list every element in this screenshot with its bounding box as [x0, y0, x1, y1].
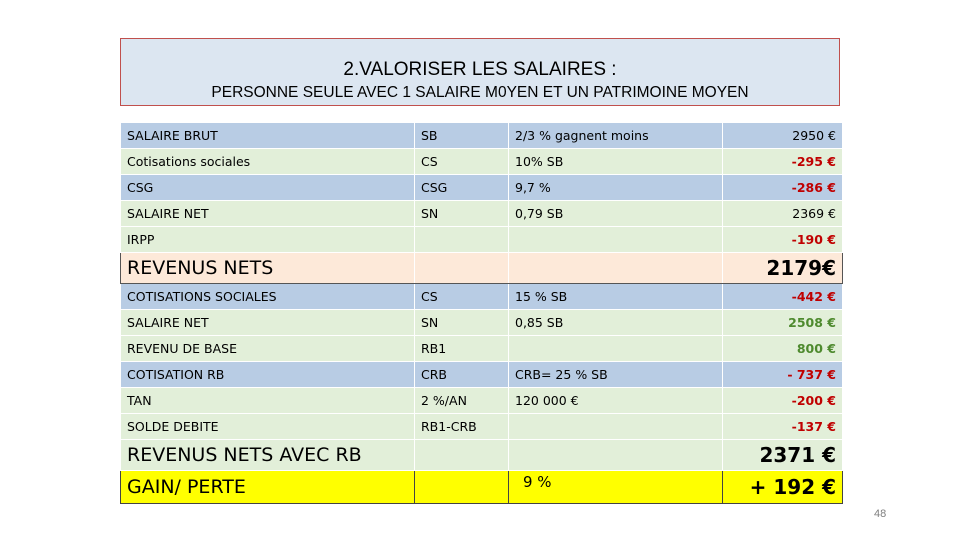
table-row — [121, 336, 843, 362]
row-label: TAN — [121, 388, 415, 414]
table-row-revenus-nets-avec-rb — [121, 440, 843, 471]
row-note: CRB= 25 % SB — [509, 362, 723, 388]
row-code — [415, 471, 509, 504]
row-code: SN — [415, 310, 509, 336]
row-value: - 737 € — [723, 362, 843, 388]
table-row — [121, 123, 843, 149]
row-note — [509, 227, 723, 253]
table-row — [121, 388, 843, 414]
row-value: 2371 € — [723, 440, 843, 471]
row-label: SALAIRE NET — [121, 310, 415, 336]
table-row — [121, 310, 843, 336]
row-value: 800 € — [723, 336, 843, 362]
row-note — [509, 336, 723, 362]
row-code: CRB — [415, 362, 509, 388]
title-box — [120, 38, 840, 106]
row-label: REVENU DE BASE — [121, 336, 415, 362]
row-note: 2/3 % gagnent moins — [509, 123, 723, 149]
table-row — [121, 284, 843, 310]
row-code — [415, 440, 509, 471]
row-code: 2 %/AN — [415, 388, 509, 414]
row-note: 9,7 % — [509, 175, 723, 201]
row-value: -137 € — [723, 414, 843, 440]
row-note: 15 % SB — [509, 284, 723, 310]
table-row — [121, 362, 843, 388]
row-note: 120 000 € — [509, 388, 723, 414]
row-value: -286 € — [723, 175, 843, 201]
salary-table — [120, 122, 843, 504]
row-label: SALAIRE BRUT — [121, 123, 415, 149]
row-note — [509, 414, 723, 440]
table-row — [121, 149, 843, 175]
row-label: Cotisations sociales — [121, 149, 415, 175]
table-row — [121, 227, 843, 253]
row-note — [509, 253, 723, 284]
row-note: 0,85 SB — [509, 310, 723, 336]
row-code: CS — [415, 284, 509, 310]
row-value: + 192 € — [723, 471, 843, 504]
row-label: SOLDE DEBITE — [121, 414, 415, 440]
page-number: 48 — [874, 508, 887, 520]
row-label: REVENUS NETS — [121, 253, 415, 284]
row-note — [509, 440, 723, 471]
row-label: COTISATIONS SOCIALES — [121, 284, 415, 310]
row-code: CSG — [415, 175, 509, 201]
row-label: COTISATION RB — [121, 362, 415, 388]
row-value: -190 € — [723, 227, 843, 253]
row-value: -200 € — [723, 388, 843, 414]
row-code: RB1 — [415, 336, 509, 362]
row-code: SN — [415, 201, 509, 227]
row-code: RB1-CRB — [415, 414, 509, 440]
slide-title: 2.VALORISER LES SALAIRES : — [343, 59, 617, 80]
table-row — [121, 201, 843, 227]
row-value: 2950 € — [723, 123, 843, 149]
row-note: 0,79 SB — [509, 201, 723, 227]
row-label: CSG — [121, 175, 415, 201]
row-note: 10% SB — [509, 149, 723, 175]
row-code — [415, 227, 509, 253]
row-label: GAIN/ PERTE — [121, 471, 415, 504]
row-value: 2508 € — [723, 310, 843, 336]
slide-subtitle: PERSONNE SEULE AVEC 1 SALAIRE M0YEN ET UN PATRIMOINE MOYEN — [211, 84, 749, 101]
table-row-gain-perte — [121, 471, 843, 504]
row-code: CS — [415, 149, 509, 175]
table-row — [121, 175, 843, 201]
row-code: SB — [415, 123, 509, 149]
row-value: -295 € — [723, 149, 843, 175]
row-label: SALAIRE NET — [121, 201, 415, 227]
table-row-revenus-nets — [121, 253, 843, 284]
row-note: 9 % — [509, 471, 723, 504]
row-label: IRPP — [121, 227, 415, 253]
row-code — [415, 253, 509, 284]
table-row — [121, 414, 843, 440]
row-value: 2179€ — [723, 253, 843, 284]
row-label: REVENUS NETS AVEC RB — [121, 440, 415, 471]
row-value: 2369 € — [723, 201, 843, 227]
row-value: -442 € — [723, 284, 843, 310]
